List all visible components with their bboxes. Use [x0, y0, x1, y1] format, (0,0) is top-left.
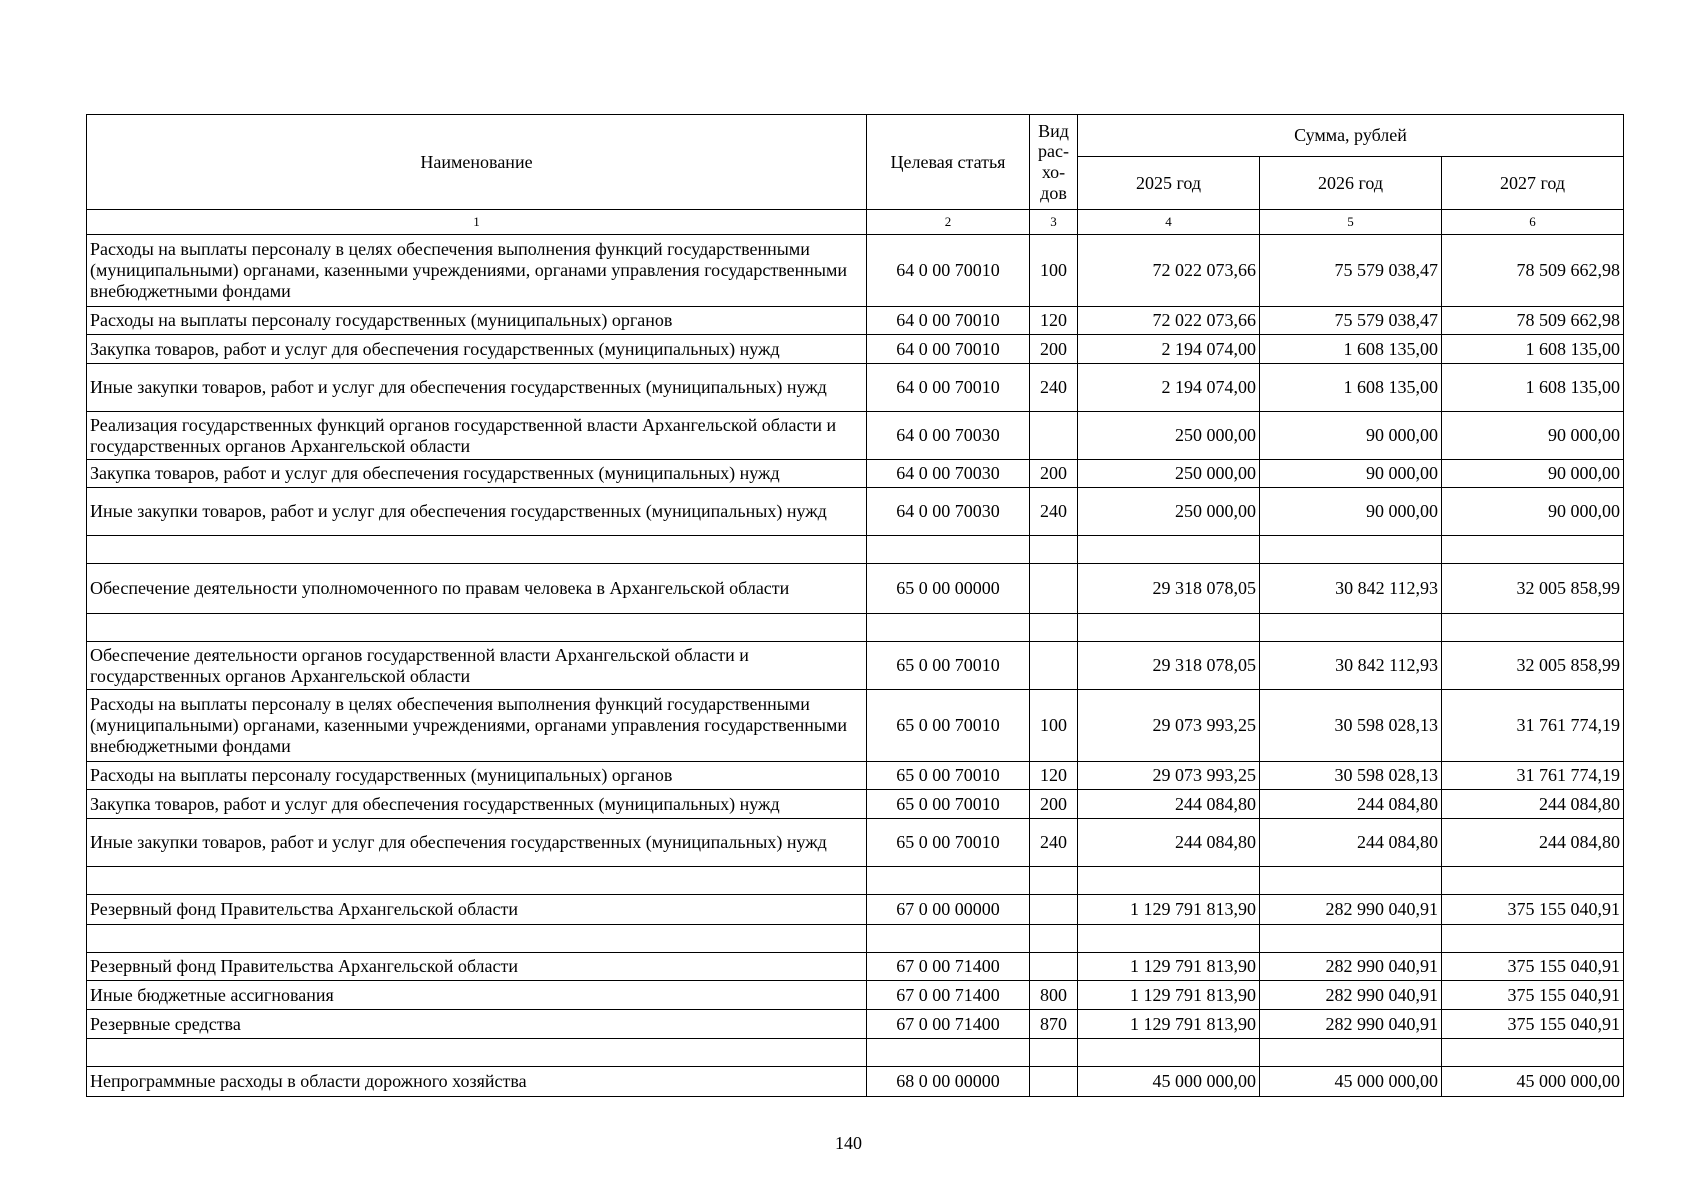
- table-row: [87, 335, 1624, 364]
- row-value-2027: 1 608 135,00: [1442, 335, 1624, 364]
- row-value-2026: 30 842 112,93: [1260, 642, 1442, 690]
- row-value-2026: 90 000,00: [1260, 460, 1442, 488]
- header-year-2027: 2027 год: [1442, 157, 1624, 210]
- row-code: 64 0 00 70010: [867, 335, 1030, 364]
- row-type: [1030, 642, 1078, 690]
- section-total-row: [87, 564, 1624, 614]
- row-value-2025: 1 129 791 813,90: [1078, 981, 1260, 1010]
- row-name: Расходы на выплаты персоналу в целях обеспечения выполнения функций государственными (муниципальными) органами, казенными учреждениями, органами управления государственными внебюджетными фондами: [87, 235, 867, 307]
- row-value-2027: 90 000,00: [1442, 460, 1624, 488]
- row-name: Резервный фонд Правительства Архангельской области: [87, 895, 867, 925]
- row-value-2026: 30 598 028,13: [1260, 690, 1442, 762]
- row-name: Расходы на выплаты персоналу государственных (муниципальных) органов: [87, 307, 867, 335]
- row-name: Обеспечение деятельности уполномоченного по правам человека в Архангельской области: [87, 564, 867, 614]
- page-number: 140: [835, 1133, 862, 1153]
- row-code: 64 0 00 70010: [867, 307, 1030, 335]
- header-sum: Сумма, рублей: [1078, 115, 1624, 157]
- section-total-row: [87, 895, 1624, 925]
- row-value-2025: 1 129 791 813,90: [1078, 895, 1260, 925]
- header-row: [87, 115, 1624, 157]
- row-type: 200: [1030, 460, 1078, 488]
- row-code: 64 0 00 70030: [867, 460, 1030, 488]
- row-type: 240: [1030, 488, 1078, 536]
- row-type: 120: [1030, 762, 1078, 790]
- row-value-2027: 32 005 858,99: [1442, 564, 1624, 614]
- table-row: [87, 460, 1624, 488]
- row-value-2027: 78 509 662,98: [1442, 307, 1624, 335]
- row-value-2027: 244 084,80: [1442, 819, 1624, 867]
- row-value-2026: 45 000 000,00: [1260, 1067, 1442, 1097]
- budget-table: [86, 114, 1624, 1097]
- row-value-2025: 2 194 074,00: [1078, 364, 1260, 412]
- table-row: [87, 412, 1624, 460]
- row-name: Иные закупки товаров, работ и услуг для обеспечения государственных (муниципальных) нужд: [87, 819, 867, 867]
- row-code: 65 0 00 70010: [867, 762, 1030, 790]
- spacer-row: [87, 536, 1624, 564]
- section-total-row: [87, 1067, 1624, 1097]
- row-value-2026: 282 990 040,91: [1260, 981, 1442, 1010]
- row-name: Закупка товаров, работ и услуг для обеспечения государственных (муниципальных) нужд: [87, 790, 867, 819]
- row-value-2027: 90 000,00: [1442, 488, 1624, 536]
- row-name: Реализация государственных функций органов государственной власти Архангельской области и государственных органов Архангельской области: [87, 412, 867, 460]
- row-value-2027: 45 000 000,00: [1442, 1067, 1624, 1097]
- row-value-2026: 1 608 135,00: [1260, 335, 1442, 364]
- row-type: 870: [1030, 1010, 1078, 1039]
- header-year-2026: 2026 год: [1260, 157, 1442, 210]
- row-code: 67 0 00 71400: [867, 953, 1030, 981]
- row-value-2025: 72 022 073,66: [1078, 235, 1260, 307]
- row-type: [1030, 1067, 1078, 1097]
- row-value-2025: 244 084,80: [1078, 790, 1260, 819]
- row-name: Расходы на выплаты персоналу в целях обеспечения выполнения функций государственными (муниципальными) органами, казенными учреждениями, органами управления государственными внебюджетными фондами: [87, 690, 867, 762]
- row-type: [1030, 895, 1078, 925]
- row-value-2027: 32 005 858,99: [1442, 642, 1624, 690]
- row-type: 240: [1030, 364, 1078, 412]
- row-type: [1030, 412, 1078, 460]
- row-value-2027: 375 155 040,91: [1442, 895, 1624, 925]
- table-row: [87, 953, 1624, 981]
- row-value-2027: 375 155 040,91: [1442, 953, 1624, 981]
- row-value-2025: 29 318 078,05: [1078, 642, 1260, 690]
- row-value-2025: 29 073 993,25: [1078, 762, 1260, 790]
- row-type: 120: [1030, 307, 1078, 335]
- row-value-2026: 90 000,00: [1260, 488, 1442, 536]
- row-value-2026: 282 990 040,91: [1260, 953, 1442, 981]
- spacer-row: [87, 867, 1624, 895]
- row-type: [1030, 953, 1078, 981]
- row-value-2025: 45 000 000,00: [1078, 1067, 1260, 1097]
- header-name: Наименование: [87, 115, 867, 210]
- table-row: [87, 819, 1624, 867]
- row-code: 67 0 00 00000: [867, 895, 1030, 925]
- row-code: 65 0 00 70010: [867, 690, 1030, 762]
- row-name: Резервный фонд Правительства Архангельской области: [87, 953, 867, 981]
- table-row: [87, 488, 1624, 536]
- table-row: [87, 690, 1624, 762]
- row-value-2026: 90 000,00: [1260, 412, 1442, 460]
- row-code: 65 0 00 70010: [867, 790, 1030, 819]
- row-code: 64 0 00 70030: [867, 488, 1030, 536]
- row-code: 65 0 00 00000: [867, 564, 1030, 614]
- column-number: 4: [1078, 210, 1260, 235]
- row-value-2026: 75 579 038,47: [1260, 307, 1442, 335]
- header-year-2025: 2025 год: [1078, 157, 1260, 210]
- row-name: Непрограммные расходы в области дорожного хозяйства: [87, 1067, 867, 1097]
- table-row: [87, 981, 1624, 1010]
- row-code: 67 0 00 71400: [867, 981, 1030, 1010]
- row-value-2026: 1 608 135,00: [1260, 364, 1442, 412]
- column-numbers-row: [87, 210, 1624, 235]
- row-name: Иные бюджетные ассигнования: [87, 981, 867, 1010]
- row-code: 65 0 00 70010: [867, 819, 1030, 867]
- table-row: [87, 235, 1624, 307]
- row-type: 100: [1030, 235, 1078, 307]
- row-type: 800: [1030, 981, 1078, 1010]
- column-number: 1: [87, 210, 867, 235]
- row-value-2027: 375 155 040,91: [1442, 1010, 1624, 1039]
- row-code: 64 0 00 70010: [867, 235, 1030, 307]
- row-name: Иные закупки товаров, работ и услуг для обеспечения государственных (муниципальных) нужд: [87, 488, 867, 536]
- row-name: Закупка товаров, работ и услуг для обеспечения государственных (муниципальных) нужд: [87, 460, 867, 488]
- column-number: 3: [1030, 210, 1078, 235]
- row-value-2026: 75 579 038,47: [1260, 235, 1442, 307]
- row-value-2027: 1 608 135,00: [1442, 364, 1624, 412]
- header-target: Целевая статья: [867, 115, 1030, 210]
- spacer-row: [87, 614, 1624, 642]
- row-type: [1030, 564, 1078, 614]
- row-value-2025: 244 084,80: [1078, 819, 1260, 867]
- row-name: Закупка товаров, работ и услуг для обеспечения государственных (муниципальных) нужд: [87, 335, 867, 364]
- row-type: 100: [1030, 690, 1078, 762]
- row-value-2026: 282 990 040,91: [1260, 895, 1442, 925]
- row-value-2025: 29 073 993,25: [1078, 690, 1260, 762]
- row-code: 64 0 00 70030: [867, 412, 1030, 460]
- row-value-2027: 31 761 774,19: [1442, 690, 1624, 762]
- row-value-2025: 72 022 073,66: [1078, 307, 1260, 335]
- row-code: 68 0 00 00000: [867, 1067, 1030, 1097]
- row-type: 200: [1030, 790, 1078, 819]
- row-value-2026: 282 990 040,91: [1260, 1010, 1442, 1039]
- row-type: 200: [1030, 335, 1078, 364]
- row-value-2027: 90 000,00: [1442, 412, 1624, 460]
- row-value-2025: 1 129 791 813,90: [1078, 953, 1260, 981]
- row-name: Обеспечение деятельности органов государственной власти Архангельской области и государственных органов Архангельской области: [87, 642, 867, 690]
- row-value-2025: 250 000,00: [1078, 488, 1260, 536]
- row-code: 64 0 00 70010: [867, 364, 1030, 412]
- row-value-2025: 29 318 078,05: [1078, 564, 1260, 614]
- table-row: [87, 364, 1624, 412]
- row-value-2027: 244 084,80: [1442, 790, 1624, 819]
- row-code: 67 0 00 71400: [867, 1010, 1030, 1039]
- row-value-2026: 244 084,80: [1260, 819, 1442, 867]
- table-row: [87, 1010, 1624, 1039]
- row-value-2026: 30 842 112,93: [1260, 564, 1442, 614]
- row-value-2025: 250 000,00: [1078, 412, 1260, 460]
- column-number: 6: [1442, 210, 1624, 235]
- row-value-2027: 31 761 774,19: [1442, 762, 1624, 790]
- row-value-2025: 250 000,00: [1078, 460, 1260, 488]
- table-row: [87, 307, 1624, 335]
- table-row: [87, 642, 1624, 690]
- table-row: [87, 790, 1624, 819]
- row-value-2025: 1 129 791 813,90: [1078, 1010, 1260, 1039]
- column-number: 2: [867, 210, 1030, 235]
- row-name: Резервные средства: [87, 1010, 867, 1039]
- row-type: 240: [1030, 819, 1078, 867]
- row-name: Иные закупки товаров, работ и услуг для обеспечения государственных (муниципальных) нужд: [87, 364, 867, 412]
- header-type: Вид рас- хо- дов: [1030, 115, 1078, 210]
- row-value-2027: 375 155 040,91: [1442, 981, 1624, 1010]
- spacer-row: [87, 925, 1624, 953]
- row-name: Расходы на выплаты персоналу государственных (муниципальных) органов: [87, 762, 867, 790]
- row-value-2026: 244 084,80: [1260, 790, 1442, 819]
- row-code: 65 0 00 70010: [867, 642, 1030, 690]
- column-number: 5: [1260, 210, 1442, 235]
- table-row: [87, 762, 1624, 790]
- spacer-row: [87, 1039, 1624, 1067]
- row-value-2026: 30 598 028,13: [1260, 762, 1442, 790]
- row-value-2025: 2 194 074,00: [1078, 335, 1260, 364]
- row-value-2027: 78 509 662,98: [1442, 235, 1624, 307]
